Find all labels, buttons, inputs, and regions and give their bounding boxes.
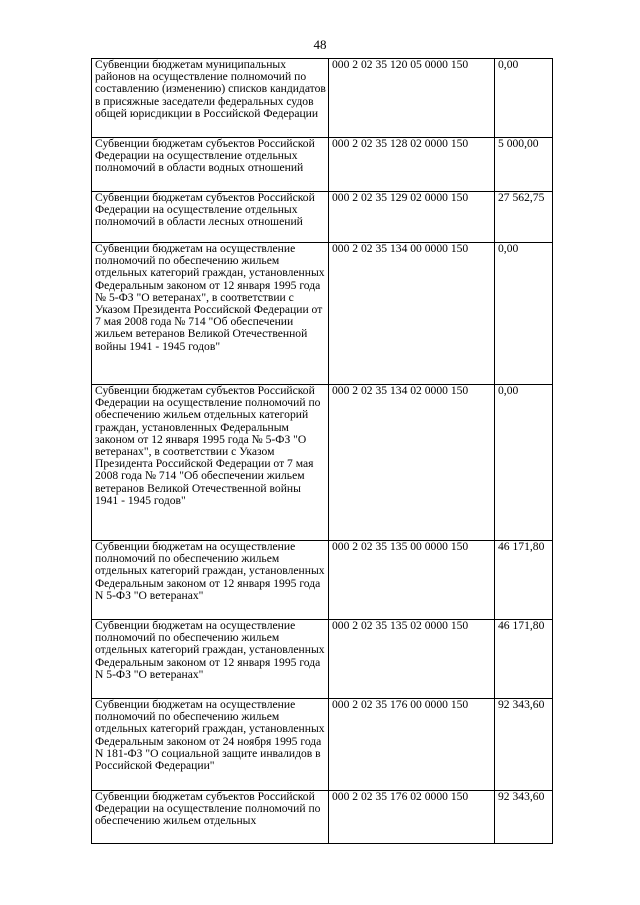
row-amount: 0,00 [495, 59, 553, 138]
row-name: Субвенции бюджетам субъектов Российской Федерации на осуществление отдельных полномочий в области водных отношений [92, 138, 329, 192]
table-row [92, 791, 553, 844]
table-row [92, 620, 553, 699]
row-name: Субвенции бюджетам на осуществление полномочий по обеспечению жильем отдельных категорий граждан, установленных Федеральным законом от 12 января 1995 года № 5-ФЗ "О ветеранах", в соответствии с Указом Президента Российской Федерации от 7 мая 2008 года № 714 "Об обеспечении жильем ветеранов Великой Отечественной войны 1941 - 1945 годов" [92, 243, 329, 385]
budget-table [91, 58, 553, 844]
row-amount: 0,00 [495, 243, 553, 385]
row-name: Субвенции бюджетам субъектов Российской Федерации на осуществление полномочий по обеспечению жильем отдельных категорий граждан, установленных Федеральным законом от 12 января 1995 года № 5-ФЗ "О ветеранах", в соответствии с Указом Президента Российской Федерации от 7 мая 2008 года № 714 "Об обеспечении жильем ветеранов Великой Отечественной войны 1941 - 1945 годов" [92, 385, 329, 541]
row-code: 000 2 02 35 135 00 0000 150 [329, 541, 495, 620]
row-name: Субвенции бюджетам на осуществление полномочий по обеспечению жильем отдельных категорий граждан, установленных Федеральным законом от 12 января 1995 года N 5-ФЗ "О ветеранах" [92, 541, 329, 620]
table-row [92, 192, 553, 243]
row-code: 000 2 02 35 128 02 0000 150 [329, 138, 495, 192]
row-code: 000 2 02 35 134 00 0000 150 [329, 243, 495, 385]
row-name: Субвенции бюджетам на осуществление полномочий по обеспечению жильем отдельных категорий граждан, установленных Федеральным законом от 12 января 1995 года N 5-ФЗ "О ветеранах" [92, 620, 329, 699]
row-amount: 46 171,80 [495, 620, 553, 699]
table-row [92, 138, 553, 192]
row-name: Субвенции бюджетам на осуществление полномочий по обеспечению жильем отдельных категорий граждан, установленных Федеральным законом от 24 ноября 1995 года N 181-ФЗ "О социальной защите инвалидов в Российской Федерации" [92, 699, 329, 791]
row-amount: 27 562,75 [495, 192, 553, 243]
table-row [92, 699, 553, 791]
row-code: 000 2 02 35 135 02 0000 150 [329, 620, 495, 699]
row-name: Субвенции бюджетам субъектов Российской Федерации на осуществление полномочий по обеспечению жильем отдельных [92, 791, 329, 844]
row-code: 000 2 02 35 176 00 0000 150 [329, 699, 495, 791]
row-amount: 92 343,60 [495, 791, 553, 844]
row-code: 000 2 02 35 129 02 0000 150 [329, 192, 495, 243]
table-row [92, 541, 553, 620]
row-code: 000 2 02 35 120 05 0000 150 [329, 59, 495, 138]
table-row [92, 385, 553, 541]
row-amount: 46 171,80 [495, 541, 553, 620]
page-number: 48 [313, 37, 327, 52]
row-name: Субвенции бюджетам субъектов Российской Федерации на осуществление отдельных полномочий в области лесных отношений [92, 192, 329, 243]
table-row [92, 243, 553, 385]
row-code: 000 2 02 35 134 02 0000 150 [329, 385, 495, 541]
row-name: Субвенции бюджетам муниципальных районов на осуществление полномочий по составлению (изменению) списков кандидатов в присяжные заседатели федеральных судов общей юрисдикции в Российской Федерации [92, 59, 329, 138]
row-amount: 0,00 [495, 385, 553, 541]
row-amount: 5 000,00 [495, 138, 553, 192]
row-code: 000 2 02 35 176 02 0000 150 [329, 791, 495, 844]
table-row [92, 59, 553, 138]
row-amount: 92 343,60 [495, 699, 553, 791]
